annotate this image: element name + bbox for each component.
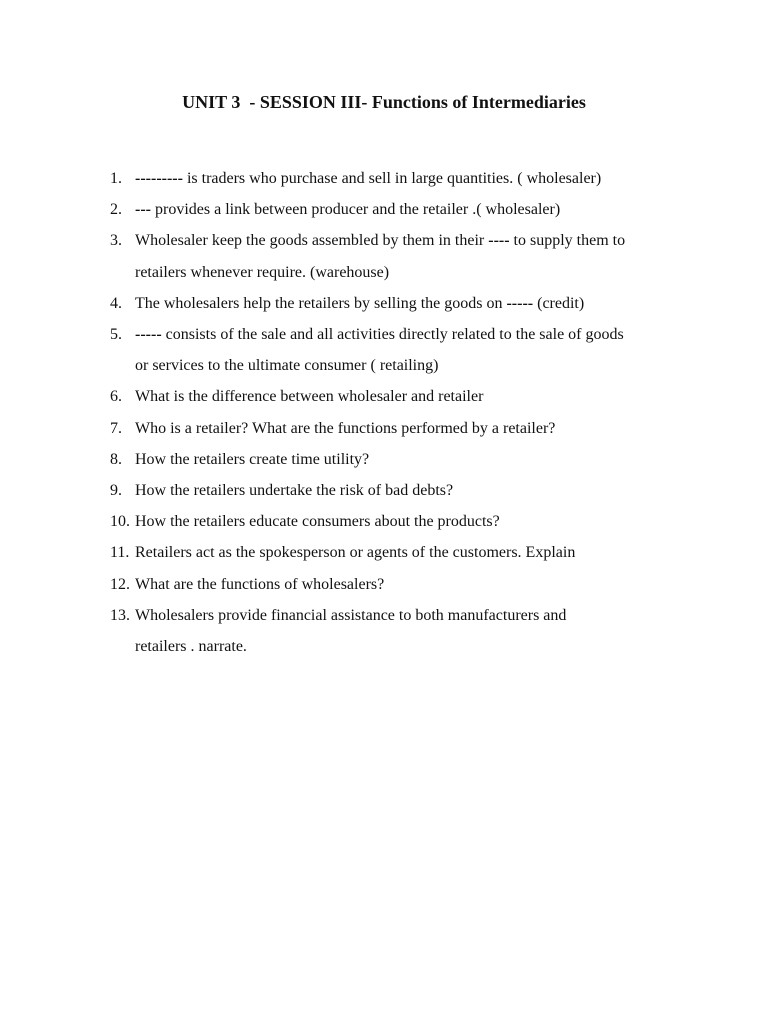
list-item [110,413,710,444]
list-item [110,225,710,287]
item-number: 6. [110,388,122,406]
list-item [110,319,710,381]
item-text: How the retailers create time utility? [135,450,370,468]
item-number: 13. [110,606,130,624]
list-item [110,506,710,537]
item-text: What are the functions of wholesalers? [135,575,385,593]
item-text: How the retailers educate consumers about the products? [135,513,500,531]
item-text: How the retailers undertake the risk of bad debts? [135,482,454,500]
item-number: 7. [110,419,122,437]
item-number: 9. [110,482,122,500]
list-item [110,163,710,194]
item-number: 5. [110,326,122,344]
list-item [110,600,710,662]
item-text: Wholesalers provide financial assistance to both manufacturers and [135,606,567,624]
item-text: Who is a retailer? What are the functions performed by a retailer? [135,419,556,437]
item-text: The wholesalers help the retailers by selling the goods on ----- (credit) [135,294,585,312]
fill-blank: ---- [488,232,510,250]
item-number: 8. [110,450,122,468]
item-text: Retailers act as the spokesperson or agents of the customers. Explain [135,544,576,562]
page-title: UNIT 3 - SESSION III- Functions of Intermediaries [182,92,586,112]
list-item [110,475,710,506]
question-list [110,163,710,662]
item-text-continued: or services to the ultimate consumer ( retailing) [135,357,439,375]
item-text: Wholesaler keep the goods assembled by them in their ---- to supply them to [135,232,626,250]
item-text: --- provides a link between producer and the retailer .( wholesaler) [135,201,561,219]
item-number: 3. [110,232,122,250]
fill-blank: --- [135,201,151,219]
item-text-continued: retailers whenever require. (warehouse) [135,263,390,281]
item-text: ----- consists of the sale and all activities directly related to the sale of goods [135,326,624,344]
list-item [110,569,710,600]
list-item [110,444,710,475]
fill-blank: ----- [506,294,534,312]
item-number: 1. [110,170,122,187]
item-text: --------- is traders who purchase and sell in large quantities. ( wholesaler) [135,170,602,187]
item-text-continued: retailers . narrate. [135,638,247,656]
item-number: 10. [110,513,130,531]
item-text: What is the difference between wholesaler and retailer [135,388,484,406]
list-item [110,288,710,319]
list-item [110,537,710,568]
list-item [110,194,710,225]
fill-blank: ----- [135,326,162,344]
item-number: 11. [110,544,130,562]
item-number: 2. [110,201,122,219]
item-number: 4. [110,294,122,312]
item-number: 12. [110,575,130,593]
fill-blank: --------- [135,170,183,187]
list-item [110,381,710,412]
